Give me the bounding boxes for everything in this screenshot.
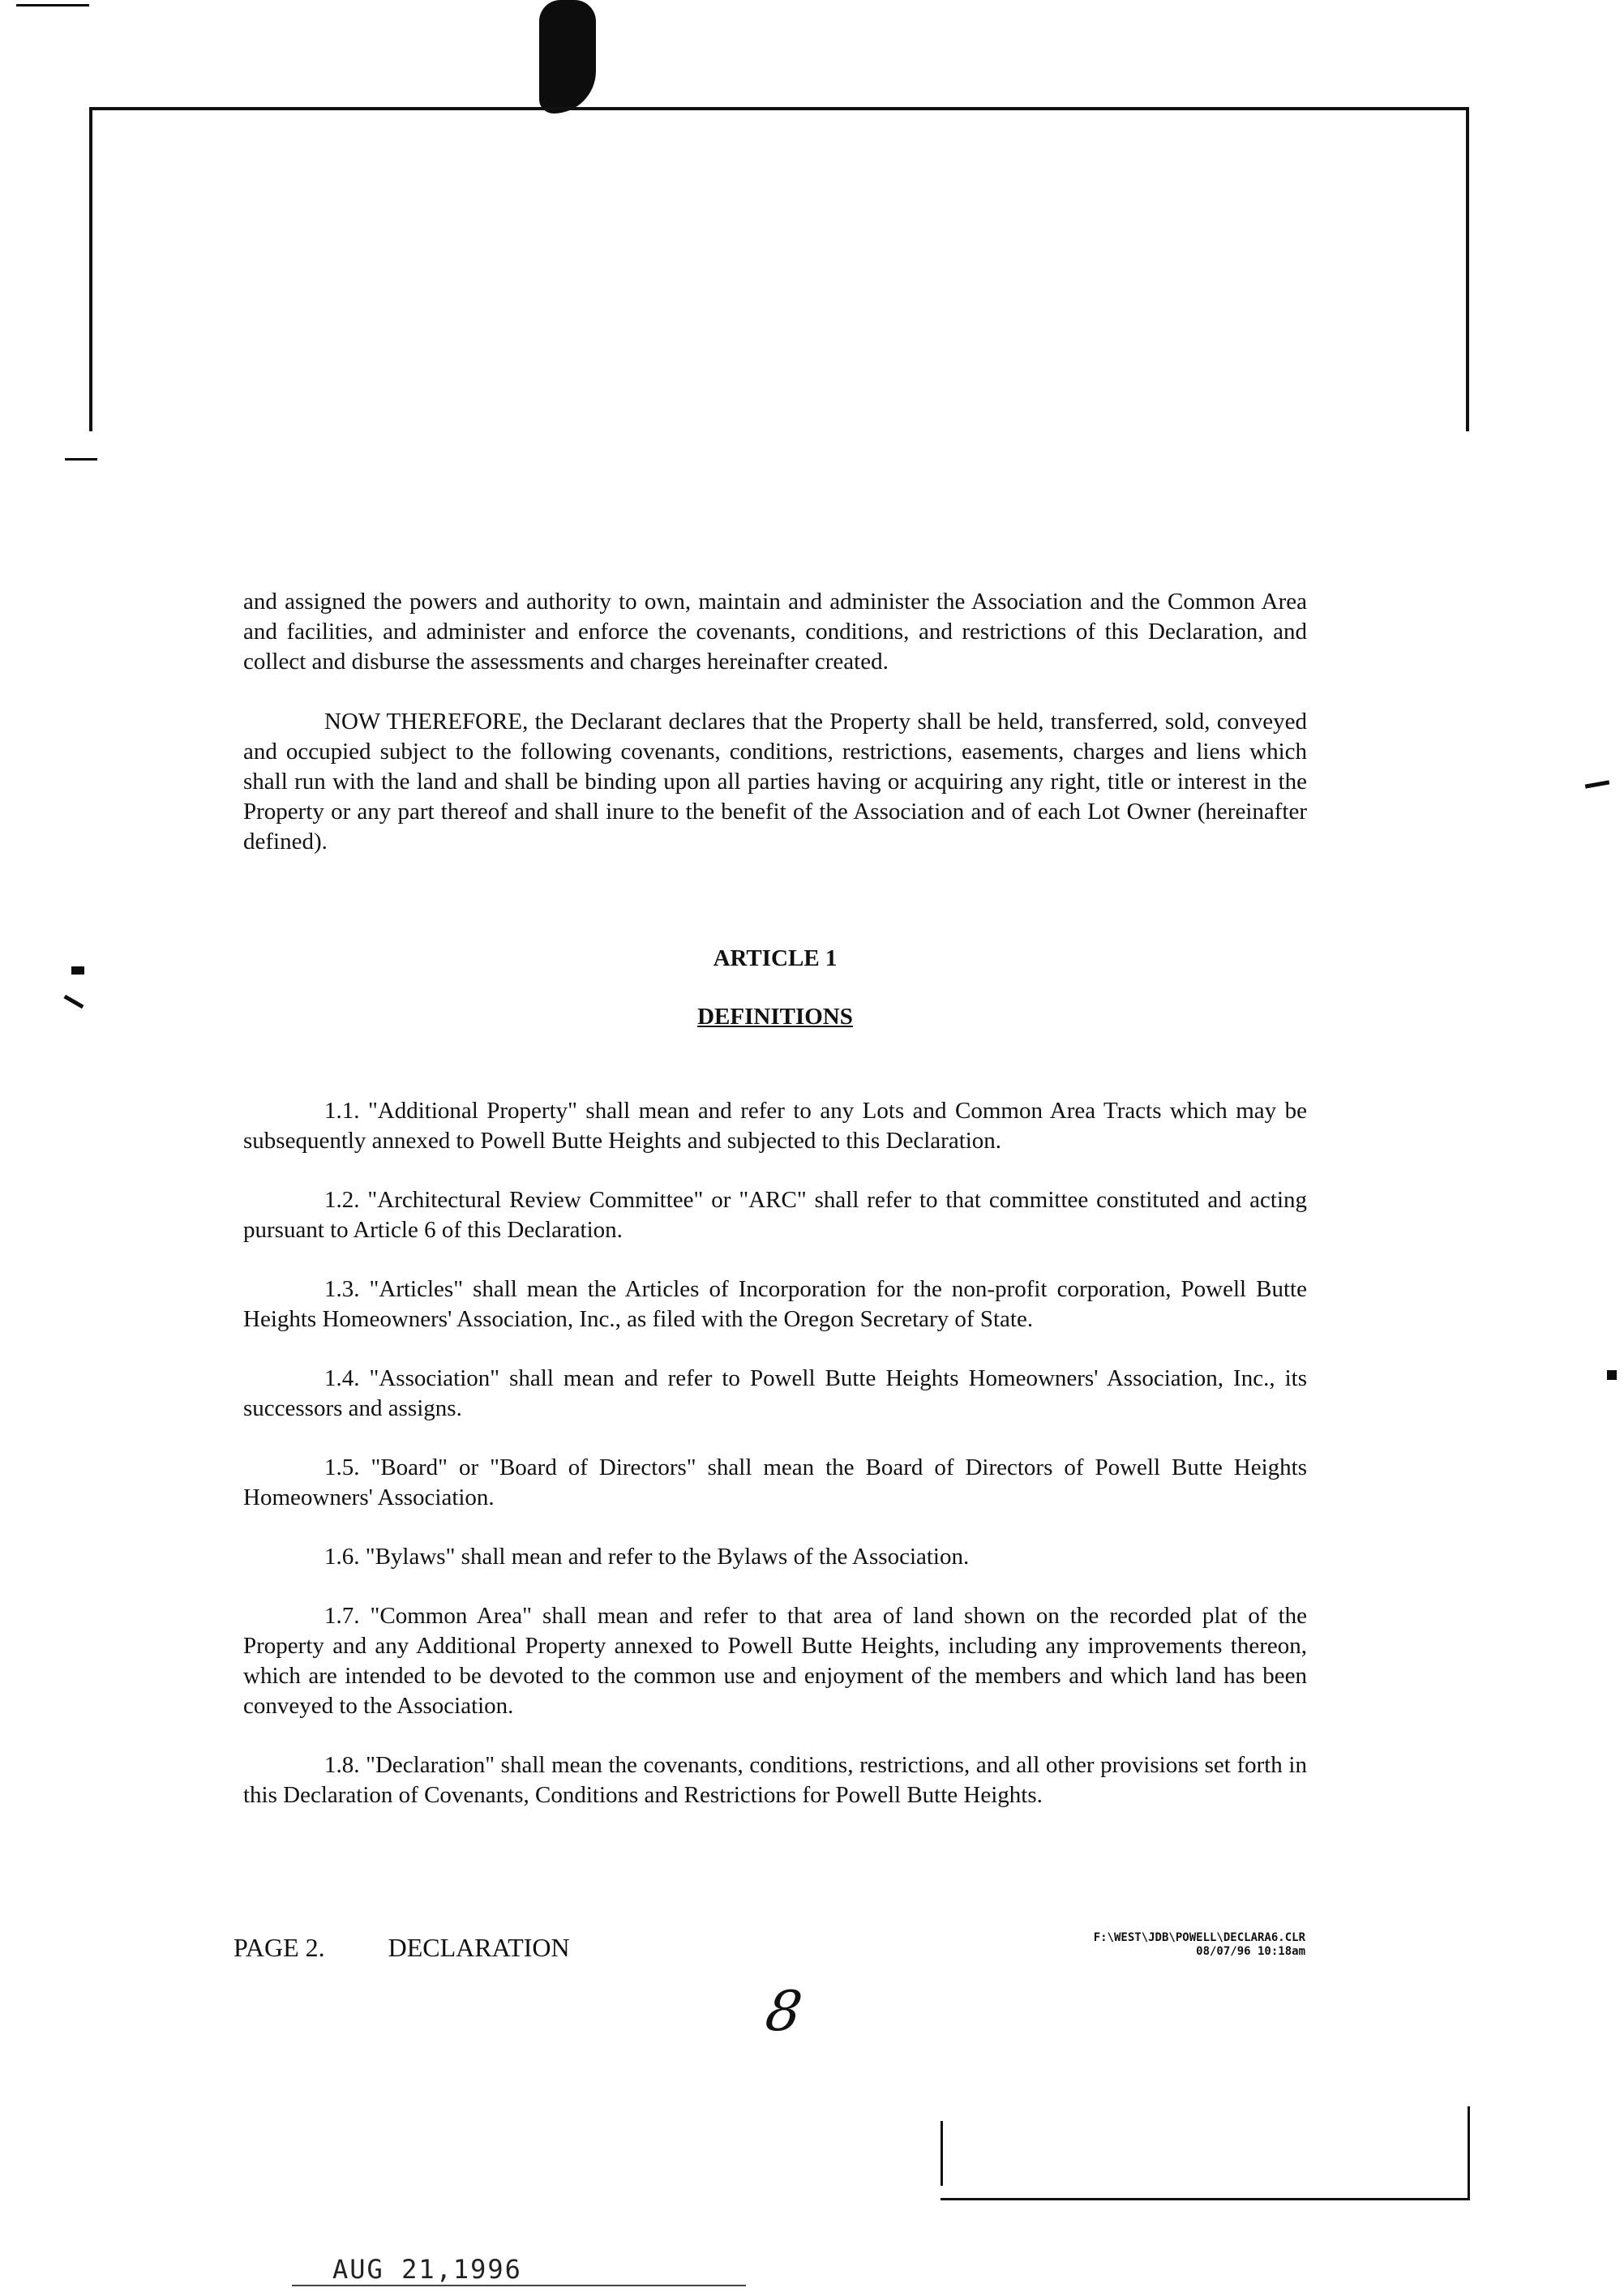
article-heading: ARTICLE 1: [713, 945, 838, 971]
file-path: F:\WEST\JDB\POWELL\DECLARA6.CLR: [1093, 1931, 1305, 1944]
footer-page-label: [234, 1933, 633, 1963]
definition-1-8: 1.8. "Declaration" shall mean the covenants, conditions, restrictions, and all other provisions set forth in this Declaration of Covenants, Conditions and Restrictions for Powell Butte Heights.: [243, 1752, 1307, 1808]
definition-1-1: 1.1. "Additional Property" shall mean and refer to any Lots and Common Area Tracts which may be subsequently annexed to Powell Butte Heights and subjected to this Declaration.: [243, 1098, 1307, 1154]
handwritten-page-number: 8: [761, 1980, 806, 2044]
definition-1-7: 1.7. "Common Area" shall mean and refer to that area of land shown on the recorded plat of the Property and any Additional Property annexed to Powell Butte Heights, including any improvements thereon, which are intended to be devoted to the common use and enjoyment of the members and which land has been conveyed to the Association.: [243, 1603, 1307, 1719]
top-blank-frame: [89, 107, 1469, 431]
scan-mark-left-2: [63, 995, 84, 1009]
scan-smudge-top: [539, 0, 596, 114]
definitions-heading: DEFINITIONS: [697, 1004, 853, 1030]
intro-section: [243, 587, 1307, 857]
bottom-frame-left-edge: [941, 2121, 943, 2186]
page-label: PAGE 2.: [234, 1933, 325, 1962]
bottom-right-frame: [941, 2106, 1470, 2200]
intro-paragraph-continuation: and assigned the powers and authority to own, maintain and administer the Association and the Common Area and facilities, and administer and enforce the covenants, conditions, and restrictions of this Declaration, and collect and disburse the assessments and charges hereinafter created.: [243, 589, 1307, 675]
footer-file-info: [1094, 1931, 1305, 1959]
definition-1-5: 1.5. "Board" or "Board of Directors" shall mean the Board of Directors of Powell Butte Heights Homeowners' Association.: [243, 1454, 1307, 1510]
scan-mark-left-1: [71, 966, 84, 975]
scan-mark-right-1: [1585, 780, 1609, 788]
scan-mark-right-2: [1607, 1370, 1617, 1380]
definition-1-2: 1.2. "Architectural Review Committee" or "ARC" shall refer to that committee constituted and acting pursuant to Article 6 of this Declaration.: [243, 1187, 1307, 1243]
definition-1-3: 1.3. "Articles" shall mean the Articles of Incorporation for the non-profit corporation, Powell Butte Heights Homeowners' Association, Inc., as filed with the Oregon Secretary of State.: [243, 1276, 1307, 1332]
document-label: DECLARATION: [388, 1933, 570, 1962]
stamp-underline: [292, 2285, 746, 2286]
file-timestamp: 08/07/96 10:18am: [1196, 1945, 1305, 1958]
scan-mark-top-left: [16, 4, 89, 6]
definition-1-4: 1.4. "Association" shall mean and refer to Powell Butte Heights Homeowners' Association, Inc., its successors and assigns.: [243, 1365, 1307, 1421]
now-therefore-paragraph: NOW THEREFORE, the Declarant declares that the Property shall be held, transferred, sold, conveyed and occupied subject to the following covenants, conditions, restrictions, easements, charges and liens which shall run with the land and shall be binding upon all parties having or acquiring any right, title or interest in the Property or any part thereof and shall inure to the benefit of the Association and of each Lot Owner (hereinafter defined).: [243, 709, 1307, 855]
definitions-list: [243, 1096, 1307, 1810]
scan-mark-left-3: [65, 458, 97, 461]
received-date-stamp: AUG 21,1996: [332, 2254, 522, 2285]
definition-1-6: 1.6. "Bylaws" shall mean and refer to the Bylaws of the Association.: [324, 1544, 970, 1570]
